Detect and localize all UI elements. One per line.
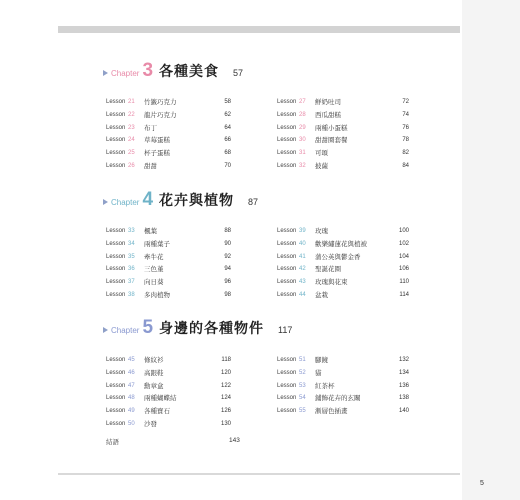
lesson-number: 31 [299, 150, 306, 157]
lesson-page: 68 [224, 150, 231, 157]
lesson-page: 106 [398, 266, 409, 273]
page-number: 5 [480, 480, 484, 487]
lesson-number: 36 [128, 266, 135, 273]
lesson-label: Lesson [106, 150, 126, 157]
lesson-page: 138 [398, 395, 409, 402]
lesson-name: 草莓蛋糕 [144, 136, 170, 145]
chapter-number: 5 [142, 317, 154, 338]
lesson-label: Lesson [277, 408, 297, 415]
lesson-name: 兩種葉子 [144, 239, 170, 248]
lesson-number: 46 [128, 369, 135, 376]
lesson-name: 蒲公英與鬱金香 [315, 252, 361, 261]
chapter-heading-5 [103, 318, 292, 340]
lesson-number: 23 [128, 124, 135, 131]
lesson-number: 27 [299, 99, 306, 105]
lesson-label: Lesson [277, 395, 297, 402]
lesson-name: 可頌 [315, 149, 328, 158]
lesson-name: 高跟鞋 [144, 368, 164, 377]
footer-rule [58, 473, 460, 475]
appendix-entry[interactable] [106, 437, 119, 446]
lesson-number: 45 [128, 357, 135, 363]
lesson-label: Lesson [277, 150, 297, 157]
lesson-number: 21 [128, 99, 135, 105]
lesson-number: 29 [299, 124, 306, 131]
lesson-name: 楓葉 [144, 227, 157, 235]
lesson-page: 82 [402, 150, 409, 157]
lesson-label: Lesson [277, 228, 297, 234]
lesson-page: 118 [221, 357, 231, 363]
lesson-name: 三色堇 [144, 265, 164, 274]
lesson-number: 48 [128, 395, 135, 402]
lesson-label: Lesson [277, 99, 297, 105]
lesson-page: 64 [224, 124, 231, 131]
lesson-number: 53 [299, 382, 306, 389]
lesson-number: 52 [299, 369, 306, 376]
lesson-page: 104 [398, 253, 409, 260]
chapter-title: 花卉與植物 [159, 193, 235, 209]
chapter-number: 4 [142, 189, 154, 210]
chapter-label: Chapter [111, 198, 140, 207]
lesson-page: 100 [398, 228, 409, 234]
chapter-page: 57 [233, 68, 244, 78]
lesson-page: 98 [224, 292, 231, 298]
lesson-page: 110 [399, 279, 409, 286]
lesson-number: 26 [128, 163, 135, 169]
lesson-name: 甜甜圈套餐 [315, 136, 348, 145]
lesson-number: 28 [299, 111, 306, 118]
lesson-label: Lesson [106, 124, 126, 131]
lesson-page: 126 [220, 408, 231, 415]
lesson-number: 42 [299, 266, 306, 273]
lesson-page: 78 [402, 137, 409, 144]
lesson-label: Lesson [277, 111, 297, 118]
lesson-label: Lesson [106, 369, 126, 376]
lesson-page: 134 [398, 369, 409, 376]
lesson-page: 84 [402, 163, 409, 169]
lesson-label: Lesson [106, 357, 126, 363]
lesson-name: 甜甜 [144, 162, 157, 170]
lesson-number: 47 [128, 382, 135, 389]
lesson-page: 140 [398, 408, 409, 415]
chapter-title: 身邊的各種物件 [159, 321, 265, 337]
lesson-name: 條紋衫 [144, 356, 164, 364]
lesson-number: 51 [299, 357, 306, 363]
chapter-label: Chapter [111, 326, 140, 335]
lesson-label: Lesson [277, 266, 297, 273]
lesson-number: 44 [299, 292, 306, 298]
lesson-label: Lesson [277, 163, 297, 169]
lesson-number: 33 [128, 228, 135, 234]
lesson-name: 兩種小蛋糕 [315, 123, 348, 132]
chapter-heading-4 [103, 190, 258, 212]
lesson-label: Lesson [106, 228, 126, 234]
top-decorative-bar [58, 26, 460, 33]
lesson-label: Lesson [106, 266, 126, 273]
lesson-name: 布丁 [144, 123, 157, 132]
lesson-number: 38 [128, 292, 135, 298]
lesson-label: Lesson [277, 357, 297, 363]
chapter-label: Chapter [111, 69, 140, 78]
lesson-name: 牽牛花 [144, 252, 164, 261]
lesson-page: 72 [402, 99, 409, 105]
lesson-number: 39 [299, 228, 306, 234]
lesson-name: 盆栽 [315, 291, 328, 299]
lesson-number: 55 [299, 408, 306, 415]
lesson-number: 41 [299, 253, 306, 260]
lesson-name: 杯子蛋糕 [144, 149, 170, 158]
lesson-page: 136 [398, 382, 409, 389]
lesson-page: 62 [224, 111, 231, 118]
lesson-number: 49 [128, 408, 135, 415]
lesson-label: Lesson [277, 369, 297, 376]
lesson-page: 92 [224, 253, 231, 260]
lesson-number: 22 [128, 111, 135, 118]
lesson-label: Lesson [106, 253, 126, 260]
lesson-page: 90 [224, 240, 231, 247]
lesson-label: Lesson [277, 137, 297, 144]
lesson-page: 88 [224, 228, 231, 234]
lesson-page: 66 [224, 137, 231, 144]
lesson-number: 30 [299, 137, 306, 144]
triangle-bullet-icon [103, 327, 108, 333]
lesson-page: 124 [220, 395, 231, 402]
lesson-number: 37 [128, 279, 135, 286]
lesson-page: 76 [402, 124, 409, 131]
lesson-name: 貓 [315, 368, 322, 377]
lesson-label: Lesson [106, 292, 126, 298]
lesson-label: Lesson [106, 111, 126, 118]
lesson-label: Lesson [277, 240, 297, 247]
lesson-page: 58 [224, 99, 231, 105]
lesson-number: 50 [128, 421, 135, 427]
lesson-number: 54 [299, 395, 306, 402]
lesson-page: 102 [398, 240, 409, 247]
lesson-name: 腳鏡 [315, 356, 328, 364]
lesson-name: 沙發 [144, 420, 157, 428]
lesson-label: Lesson [106, 99, 126, 105]
lesson-name: 歡樂繡蓮花與植被 [315, 239, 367, 248]
appendix-label: 結語 [106, 438, 119, 446]
lesson-page: 94 [224, 266, 231, 273]
lesson-label: Lesson [277, 253, 297, 260]
lesson-number: 40 [299, 240, 306, 247]
lesson-name: 西瓜甜糕 [315, 110, 341, 119]
lesson-page: 70 [224, 163, 231, 169]
lesson-page: 96 [224, 279, 231, 286]
lesson-label: Lesson [106, 395, 126, 402]
lesson-name: 兩種蝴蝶結 [144, 394, 177, 403]
lesson-label: Lesson [106, 163, 126, 169]
lesson-page: 114 [399, 292, 409, 298]
lesson-number: 34 [128, 240, 135, 247]
lesson-name: 玫瑰與花束 [315, 278, 348, 287]
lesson-label: Lesson [106, 240, 126, 247]
lesson-label: Lesson [106, 382, 126, 389]
lesson-name: 紅茶杯 [315, 381, 335, 390]
chapter-heading-3 [103, 61, 243, 83]
chapter-page: 87 [248, 197, 259, 207]
lesson-name: 竹籤巧克力 [144, 98, 177, 106]
chapter-title: 各種美食 [159, 64, 220, 80]
chapter-page: 117 [278, 325, 293, 335]
appendix-page: 143 [229, 437, 240, 444]
lesson-name: 向日葵 [144, 278, 164, 287]
lesson-name: 龍片巧克力 [144, 110, 177, 119]
lesson-name: 各種寶石 [144, 407, 170, 416]
lesson-page: 74 [402, 111, 409, 118]
lesson-name: 鋪飾花卉的玄關 [315, 394, 361, 403]
lesson-name: 漸層色插畫 [315, 407, 348, 416]
triangle-bullet-icon [103, 70, 108, 76]
lesson-label: Lesson [106, 408, 126, 415]
lesson-label: Lesson [106, 421, 126, 427]
lesson-name: 鮮奶吐司 [315, 98, 341, 106]
lesson-number: 35 [128, 253, 135, 260]
lesson-page: 132 [398, 357, 409, 363]
page-edge-strip [462, 0, 520, 500]
lesson-name: 多肉植物 [144, 291, 170, 299]
lesson-name: 勳章盒 [144, 381, 164, 390]
lesson-label: Lesson [277, 382, 297, 389]
lesson-label: Lesson [277, 279, 297, 286]
lesson-number: 43 [299, 279, 306, 286]
lesson-name: 聖誕花圈 [315, 265, 341, 274]
lesson-label: Lesson [106, 279, 126, 286]
lesson-name: 玫瑰 [315, 227, 328, 235]
lesson-label: Lesson [277, 292, 297, 298]
lesson-page: 130 [220, 421, 231, 427]
lesson-page: 122 [220, 382, 231, 389]
lesson-number: 24 [128, 137, 135, 144]
triangle-bullet-icon [103, 199, 108, 205]
chapter-number: 3 [142, 60, 154, 81]
lesson-number: 32 [299, 163, 306, 169]
lesson-label: Lesson [106, 137, 126, 144]
lesson-label: Lesson [277, 124, 297, 131]
lesson-page: 120 [220, 369, 231, 376]
lesson-number: 25 [128, 150, 135, 157]
lesson-name: 披薩 [315, 162, 328, 170]
